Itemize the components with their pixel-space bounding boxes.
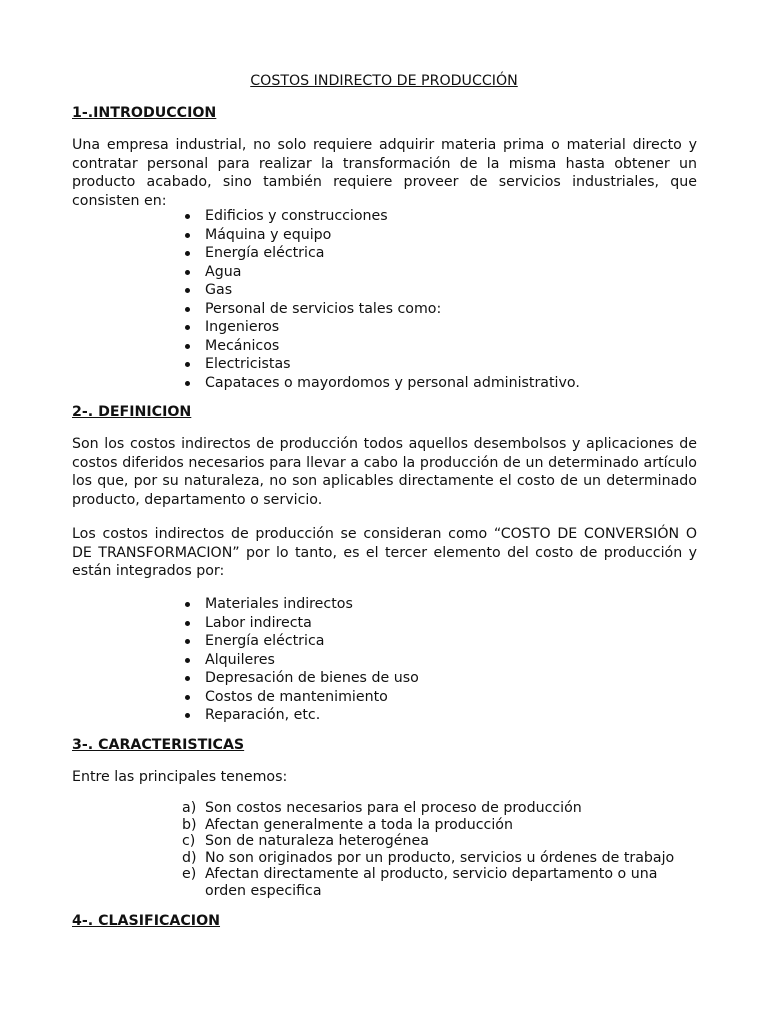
list-item: Depresación de bienes de uso xyxy=(182,669,419,688)
list-item: Reparación, etc. xyxy=(182,706,419,725)
list-item: Labor indirecta xyxy=(182,614,419,633)
section-heading-caracteristicas: 3-. CARACTERISTICAS xyxy=(72,737,245,753)
introduccion-paragraph: Una empresa industrial, no solo requiere adquirir materia prima o material directo y contratar personal para realizar la transformación de la misma hasta obtener un producto acabado, sino también requiere proveer de servicios industriales, que consisten en: xyxy=(72,137,697,209)
list-item: Edificios y construcciones xyxy=(182,207,580,226)
caracteristicas-intro: Entre las principales tenemos: xyxy=(72,769,288,785)
list-item: Alquileres xyxy=(182,651,419,670)
list-item: Costos de mantenimiento xyxy=(182,688,419,707)
list-item: Agua xyxy=(182,263,580,282)
list-marker: b) xyxy=(182,816,197,833)
list-item: Mecánicos xyxy=(182,337,580,356)
list-item: Capataces o mayordomos y personal administrativo. xyxy=(182,374,580,393)
list-item-text: Son de naturaleza heterogénea xyxy=(205,833,429,849)
servicios-list xyxy=(182,207,580,392)
list-marker: d) xyxy=(182,849,197,866)
definicion-paragraph-2: Los costos indirectos de producción se consideran como “COSTO DE CONVERSIÓN O DE TRANSFORMACION” por lo tanto, es el tercer elemento del costo de producción y están integrados por: xyxy=(72,526,697,579)
list-marker: e) xyxy=(182,866,197,882)
list-item: Energía eléctrica xyxy=(182,632,419,651)
list-item: Gas xyxy=(182,281,580,300)
list-item: Energía eléctrica xyxy=(182,244,580,263)
list-item xyxy=(182,866,697,899)
caracteristicas-list xyxy=(182,800,697,899)
list-item xyxy=(182,850,697,867)
definicion-paragraph-1: Son los costos indirectos de producción todos aquellos desembolsos y aplicaciones de costos diferidos necesarios para llevar a cabo la producción de un determinado artículo los que, por su naturaleza, no son aplicables directamente el costo de un determinado producto, departamento o servicio. xyxy=(72,436,697,508)
list-item: Ingenieros xyxy=(182,318,580,337)
list-marker: a) xyxy=(182,800,197,816)
list-item xyxy=(182,800,697,817)
list-item xyxy=(182,817,697,834)
list-item-text: Afectan generalmente a toda la producción xyxy=(205,816,513,833)
section-heading-introduccion: 1-.INTRODUCCION xyxy=(72,105,217,121)
list-item: Personal de servicios tales como: xyxy=(182,300,580,319)
componentes-list xyxy=(182,595,419,725)
list-item: Máquina y equipo xyxy=(182,226,580,245)
list-item-text: Afectan directamente al producto, servicio departamento o una orden especifica xyxy=(205,866,658,899)
list-item: Electricistas xyxy=(182,355,580,374)
section-heading-definicion: 2-. DEFINICION xyxy=(72,404,192,420)
list-item-text: Son costos necesarios para el proceso de producción xyxy=(205,800,582,816)
list-item xyxy=(182,833,697,850)
list-marker: c) xyxy=(182,833,196,849)
document-title: COSTOS INDIRECTO DE PRODUCCIÓN xyxy=(250,73,518,89)
list-item-text: No son originados por un producto, servicios u órdenes de trabajo xyxy=(205,849,675,866)
list-item: Materiales indirectos xyxy=(182,595,419,614)
section-heading-clasificacion: 4-. CLASIFICACION xyxy=(72,913,221,929)
